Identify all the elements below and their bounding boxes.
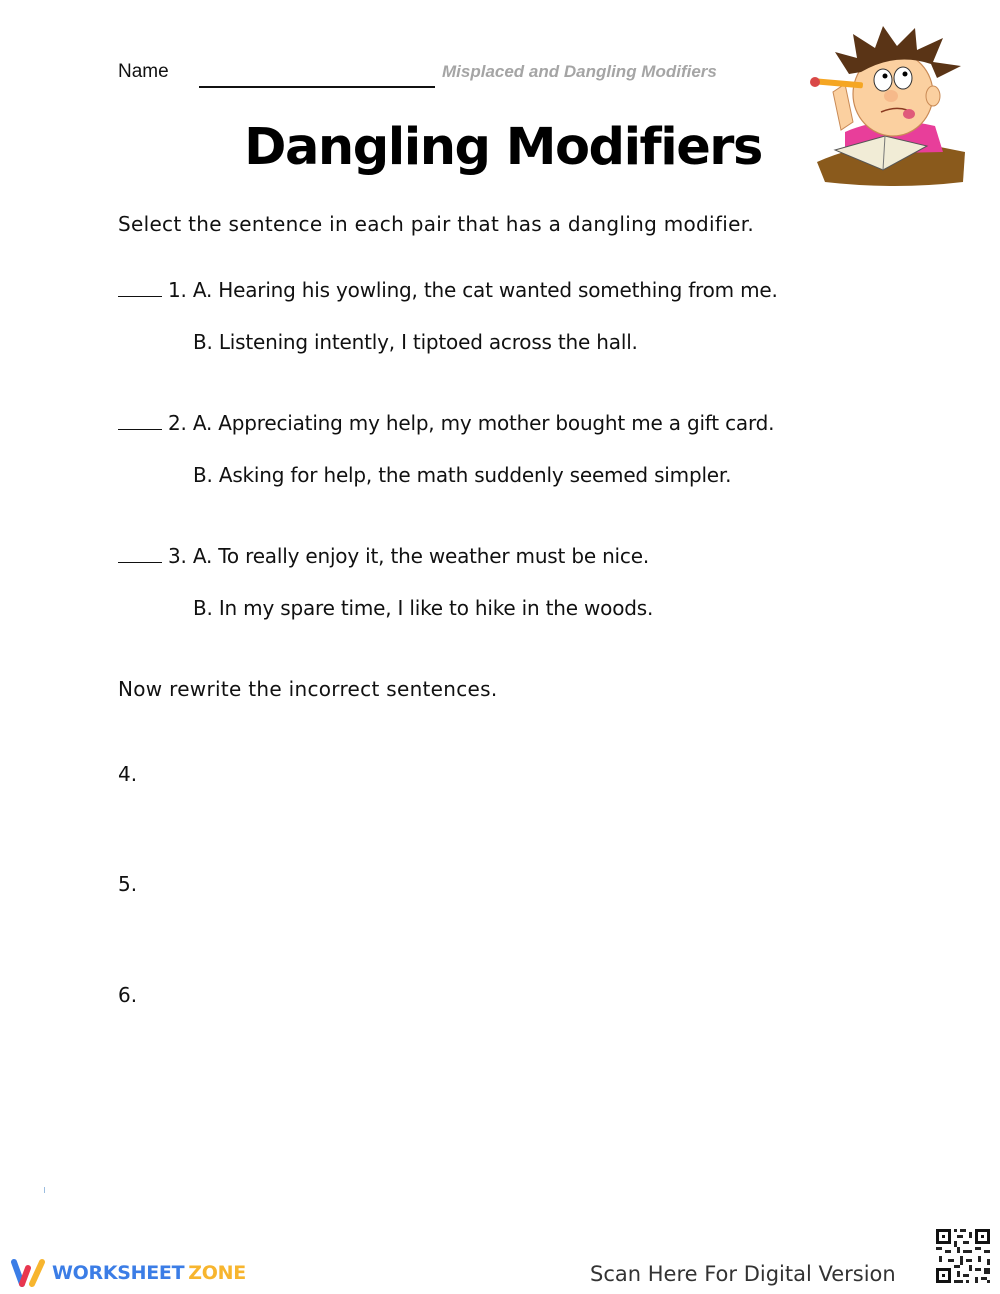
option-a-text: A. To really enjoy it, the weather must be nice. [192,544,649,568]
name-input-line[interactable] [199,86,435,88]
name-label: Name [118,61,169,82]
rewrite-item-6: 6. [118,983,138,1007]
brand-name-part1: WORKSHEET [52,1262,185,1284]
worksheet-zone-logo-icon [10,1258,46,1288]
series-title: Misplaced and Dangling Modifiers [442,62,717,81]
instructions: Select the sentence in each pair that has a dangling modifier. [118,212,755,236]
question-3-a [118,544,649,568]
answer-blank-3[interactable] [118,544,162,563]
question-2-a [118,411,774,435]
scan-text: Scan Here For Digital Version [590,1262,896,1286]
worksheet-zone-logo[interactable] [10,1258,246,1288]
question-3-b: B. In my spare time, I like to hike in the woods. [193,596,654,620]
question-2-b: B. Asking for help, the math suddenly seemed simpler. [193,463,732,487]
option-a-text: A. Hearing his yowling, the cat wanted something from me. [192,278,778,302]
question-number: 2. [168,411,187,435]
question-1-a [118,278,778,302]
page-title: Dangling Modifiers [244,118,762,177]
rewrite-item-5: 5. [118,872,138,896]
brand-name-part2: ZONE [188,1262,246,1284]
question-number: 3. [168,544,187,568]
answer-blank-2[interactable] [118,411,162,430]
qr-code-icon[interactable] [933,1226,993,1286]
rewrite-item-4: 4. [118,762,138,786]
answer-blank-1[interactable] [118,278,162,297]
question-1-b: B. Listening intently, I tiptoed across the hall. [193,330,638,354]
question-number: 1. [168,278,187,302]
rewrite-instructions: Now rewrite the incorrect sentences. [118,677,498,701]
option-a-text: A. Appreciating my help, my mother bought me a gift card. [192,411,775,435]
page-mark [44,1187,45,1193]
